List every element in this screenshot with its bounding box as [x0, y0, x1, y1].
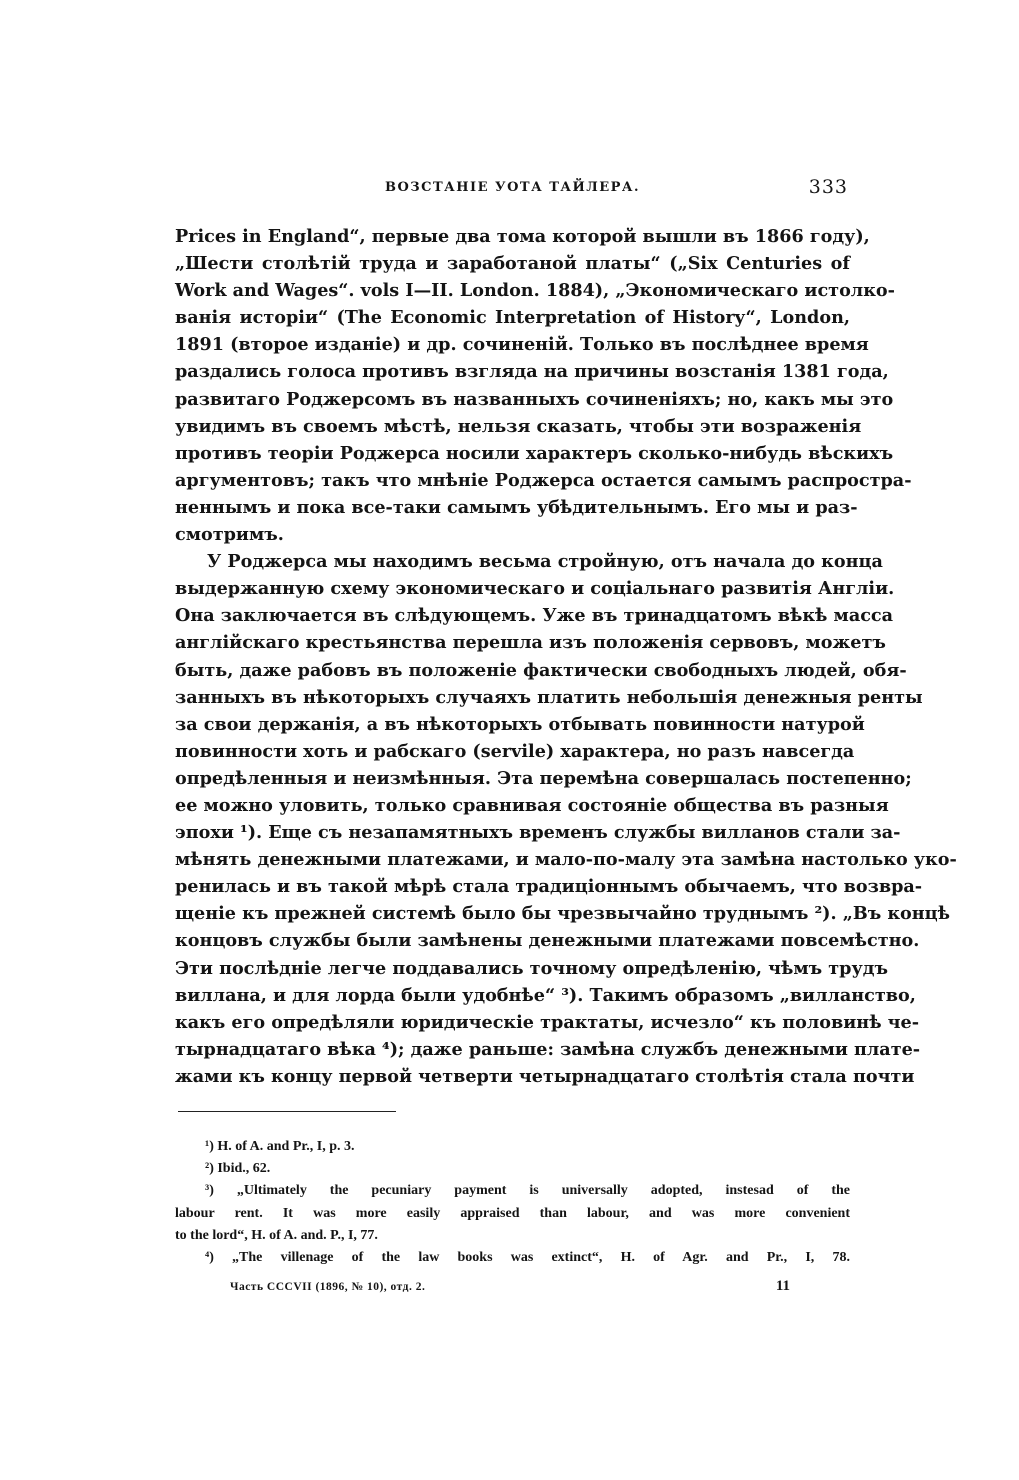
text-line: быть, даже рабовъ въ положеніе фактически свободныхъ людей, обя- — [175, 659, 907, 681]
text-line: англійскаго крестьянства перешла изъ положенія сервовъ, можетъ — [175, 632, 886, 654]
text-line: за свои держанія, а въ нѣкоторыхъ отбывать повинности натурой — [175, 713, 865, 735]
text-line: занныхъ въ нѣкоторыхъ случаяхъ платить небольшія денежныя ренты — [175, 686, 923, 708]
text-line: Она заключается въ слѣдующемъ. Уже въ тринадцатомъ вѣкѣ масса — [175, 605, 894, 627]
page-footer — [230, 1278, 790, 1300]
page-number: 333 — [808, 176, 848, 198]
text-line: опредѣленныя и неизмѣнныя. Эта перемѣна совершалась постепенно; — [175, 767, 912, 789]
footnote-3-end: to the lord“, H. of A. and. P., I, 77. — [175, 1227, 378, 1243]
footnote-3: ³) „Ultimately the pecuniary payment is universally adopted, instesad of the — [205, 1183, 850, 1199]
running-title: ВОЗСТАНІЕ УОТА ТАЙЛЕРА. — [384, 180, 641, 195]
body-text — [175, 223, 957, 1090]
text-line: ванія исторіи“ (The Economic Interpretation of History“, London, — [175, 307, 850, 329]
page-header — [175, 178, 850, 202]
signature-mark: Часть CCCVII (1896, № 10), отд. 2. — [230, 1281, 426, 1293]
footnote-3-continuation: labour rent. It was more easily appraised than labour, and was more convenient — [175, 1205, 850, 1221]
text-line: эпохи ¹). Еще съ незапамятныхъ временъ службы вилланов стали за- — [175, 822, 901, 844]
text-line: аргументовъ; такъ что мнѣніе Роджерса остается самымъ распростра- — [175, 469, 912, 491]
footnotes — [175, 1136, 850, 1269]
text-line: концовъ службы были замѣнены денежными платежами повсемѣстно. — [175, 930, 920, 952]
text-line: мѣнять денежными платежами, и мало-по-малу эта замѣна настолько уко- — [175, 849, 957, 871]
text-line: ее можно уловить, только сравнивая состояніе общества въ разныя — [175, 794, 889, 816]
text-line: раздались голоса противъ взгляда на причины возстанія 1381 года, — [175, 361, 889, 383]
text-line: Эти послѣдніе легче поддавались точному опредѣленію, чѣмъ трудъ — [175, 957, 888, 979]
paragraph-start-line: У Роджерса мы находимъ весьма стройную, отъ начала до конца — [207, 551, 883, 573]
footnote-1: ¹) H. of A. and Pr., I, p. 3. — [205, 1139, 355, 1154]
footnote-4: ⁴) „The villenage of the law books was extinct“, H. of Agr. and Pr., I, 78. — [205, 1249, 850, 1265]
text-line: виллана, и для лорда были удобнѣе“ ³). Такимъ образомъ „вилланство, — [175, 984, 916, 1006]
sheet-number: 11 — [775, 1278, 790, 1294]
text-line: Prices in England“, первые два тома которой вышли въ 1866 году), — [175, 226, 870, 247]
text-line: противъ теоріи Роджерса носили характеръ сколько-нибудь вѣскихъ — [175, 442, 894, 464]
text-line: какъ его опредѣляли юридическіе трактаты, исчезло“ къ половинѣ че- — [175, 1011, 920, 1033]
text-line: жами къ концу первой четверти четырнадцатаго столѣтія стала почти — [175, 1065, 915, 1087]
text-line: „Шести столѣтій труда и заработаной платы“ („Six Centuries of — [175, 253, 850, 275]
text-line: щеніе къ прежней системѣ было бы чрезвычайно труднымъ ²). „Въ концѣ — [175, 903, 951, 925]
text-line: неннымъ и пока все-таки самымъ убѣдительнымъ. Его мы и раз- — [175, 496, 858, 518]
text-line: выдержанную схему экономическаго и соціальнаго развитія Англіи. — [175, 578, 895, 600]
text-line: 1891 (второе изданіе) и др. сочиненій. Только въ послѣднее время — [175, 334, 869, 356]
footnote-divider — [178, 1111, 396, 1112]
text-line: увидимъ въ своемъ мѣстѣ, нельзя сказать, чтобы эти возраженія — [175, 415, 862, 437]
footnote-2: ²) Ibid., 62. — [205, 1161, 271, 1177]
text-line: Work and Wages“. vols I—II. London. 1884), „Экономическаго истолко- — [175, 280, 895, 302]
text-line: развитаго Роджерсомъ въ названныхъ сочиненіяхъ; но, какъ мы это — [175, 388, 894, 410]
text-line: повинности хоть и рабскаго (servile) характера, но разъ навсегда — [175, 740, 855, 762]
text-line: тырнадцатаго вѣка ⁴); даже раньше: замѣна службъ денежными плате- — [175, 1038, 921, 1060]
paragraph-end-line: смотримъ. — [175, 524, 284, 546]
text-line: ренилась и въ такой мѣрѣ стала традиціоннымъ обычаемъ, что возвра- — [175, 876, 923, 898]
